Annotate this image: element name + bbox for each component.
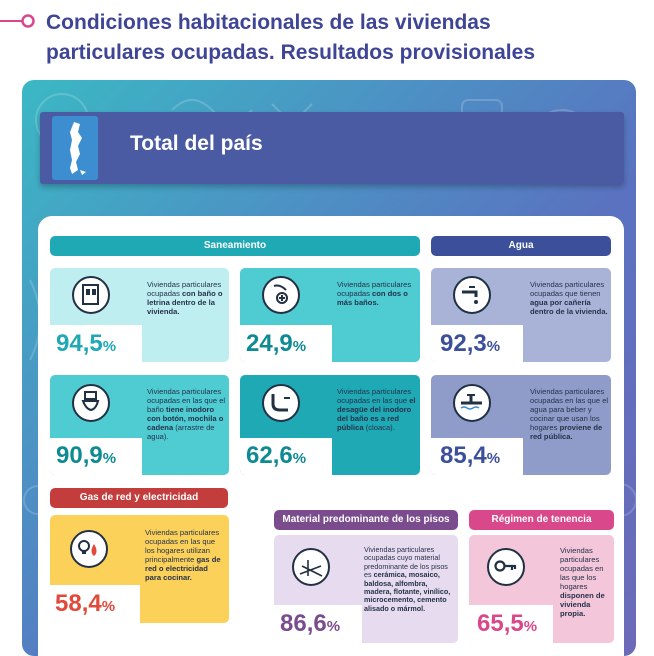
stat-description: Viviendas particulares ocupadas en las que los hogares disponen de vivienda propia.	[560, 546, 605, 618]
stat-description: Viviendas particulares ocupadas en las que el agua para beber y cocinar que usan los hogares proviene de red pública.	[530, 387, 609, 441]
banner-title: Total del país	[130, 132, 263, 155]
gas-electricity-icon	[70, 530, 108, 568]
stat-value: 90,9%	[56, 442, 117, 469]
stat-value: 94,5%	[56, 330, 117, 357]
stat-value: 24,9%	[246, 330, 307, 357]
stat-value: 65,5%	[477, 610, 538, 637]
bathroom-icon	[72, 276, 110, 314]
section-header-saneamiento: Saneamiento	[50, 236, 420, 256]
faucet-icon	[453, 276, 491, 314]
section-header-agua: Agua	[431, 236, 611, 256]
argentina-map-icon	[52, 116, 98, 180]
stat-description: Viviendas particulares ocupadas cuyo material predominante de los pisos es cerámica, mosaico, baldosa, alfombra, madera, flotante, vinílico, microcemento, cemento alisado o mármol.	[364, 545, 451, 613]
key-icon	[487, 548, 525, 586]
stat-value: 86,6%	[280, 610, 341, 637]
stat-description: Viviendas particulares ocupadas con baño o letrina dentro de la vivienda.	[147, 280, 223, 316]
page-title-line1: Condiciones habitacionales de las viviendas	[46, 11, 491, 34]
region-banner	[40, 112, 624, 184]
stat-value: 58,4%	[55, 590, 116, 617]
page-title	[46, 8, 646, 68]
stat-description: Viviendas particulares ocupadas que tienen agua por cañería dentro de la vivienda.	[530, 280, 608, 316]
stat-value: 85,4%	[440, 442, 501, 469]
toilet-icon	[72, 384, 110, 422]
stat-description: Viviendas particulares ocupadas con dos o más baños.	[337, 280, 412, 307]
title-bullet-icon	[0, 14, 38, 28]
section-header-pisos: Material predominante de los pisos	[274, 510, 458, 530]
drain-pipe-icon	[262, 384, 300, 422]
floor-icon	[292, 548, 330, 586]
stat-description: Viviendas particulares ocupadas en las que los hogares utilizan principalmente gas de red o electricidad para cocinar.	[145, 528, 221, 582]
section-header-tenencia: Régimen de tenencia	[469, 510, 614, 530]
page-title-line2: particulares ocupadas. Resultados provisionales	[46, 41, 535, 64]
section-header-gas: Gas de red y electricidad	[50, 488, 228, 508]
stat-value: 62,6%	[246, 442, 307, 469]
stat-description: Viviendas particulares ocupadas en las que el baño tiene inodoro con botón, mochila o cadena (arrastre de agua).	[147, 387, 226, 441]
shower-plus-icon	[262, 276, 300, 314]
stat-value: 92,3%	[440, 330, 501, 357]
water-network-icon	[453, 384, 491, 422]
stat-description: Viviendas particulares ocupadas en las que el desagüe del inodoro del baño es a red pública (cloaca).	[337, 387, 416, 432]
